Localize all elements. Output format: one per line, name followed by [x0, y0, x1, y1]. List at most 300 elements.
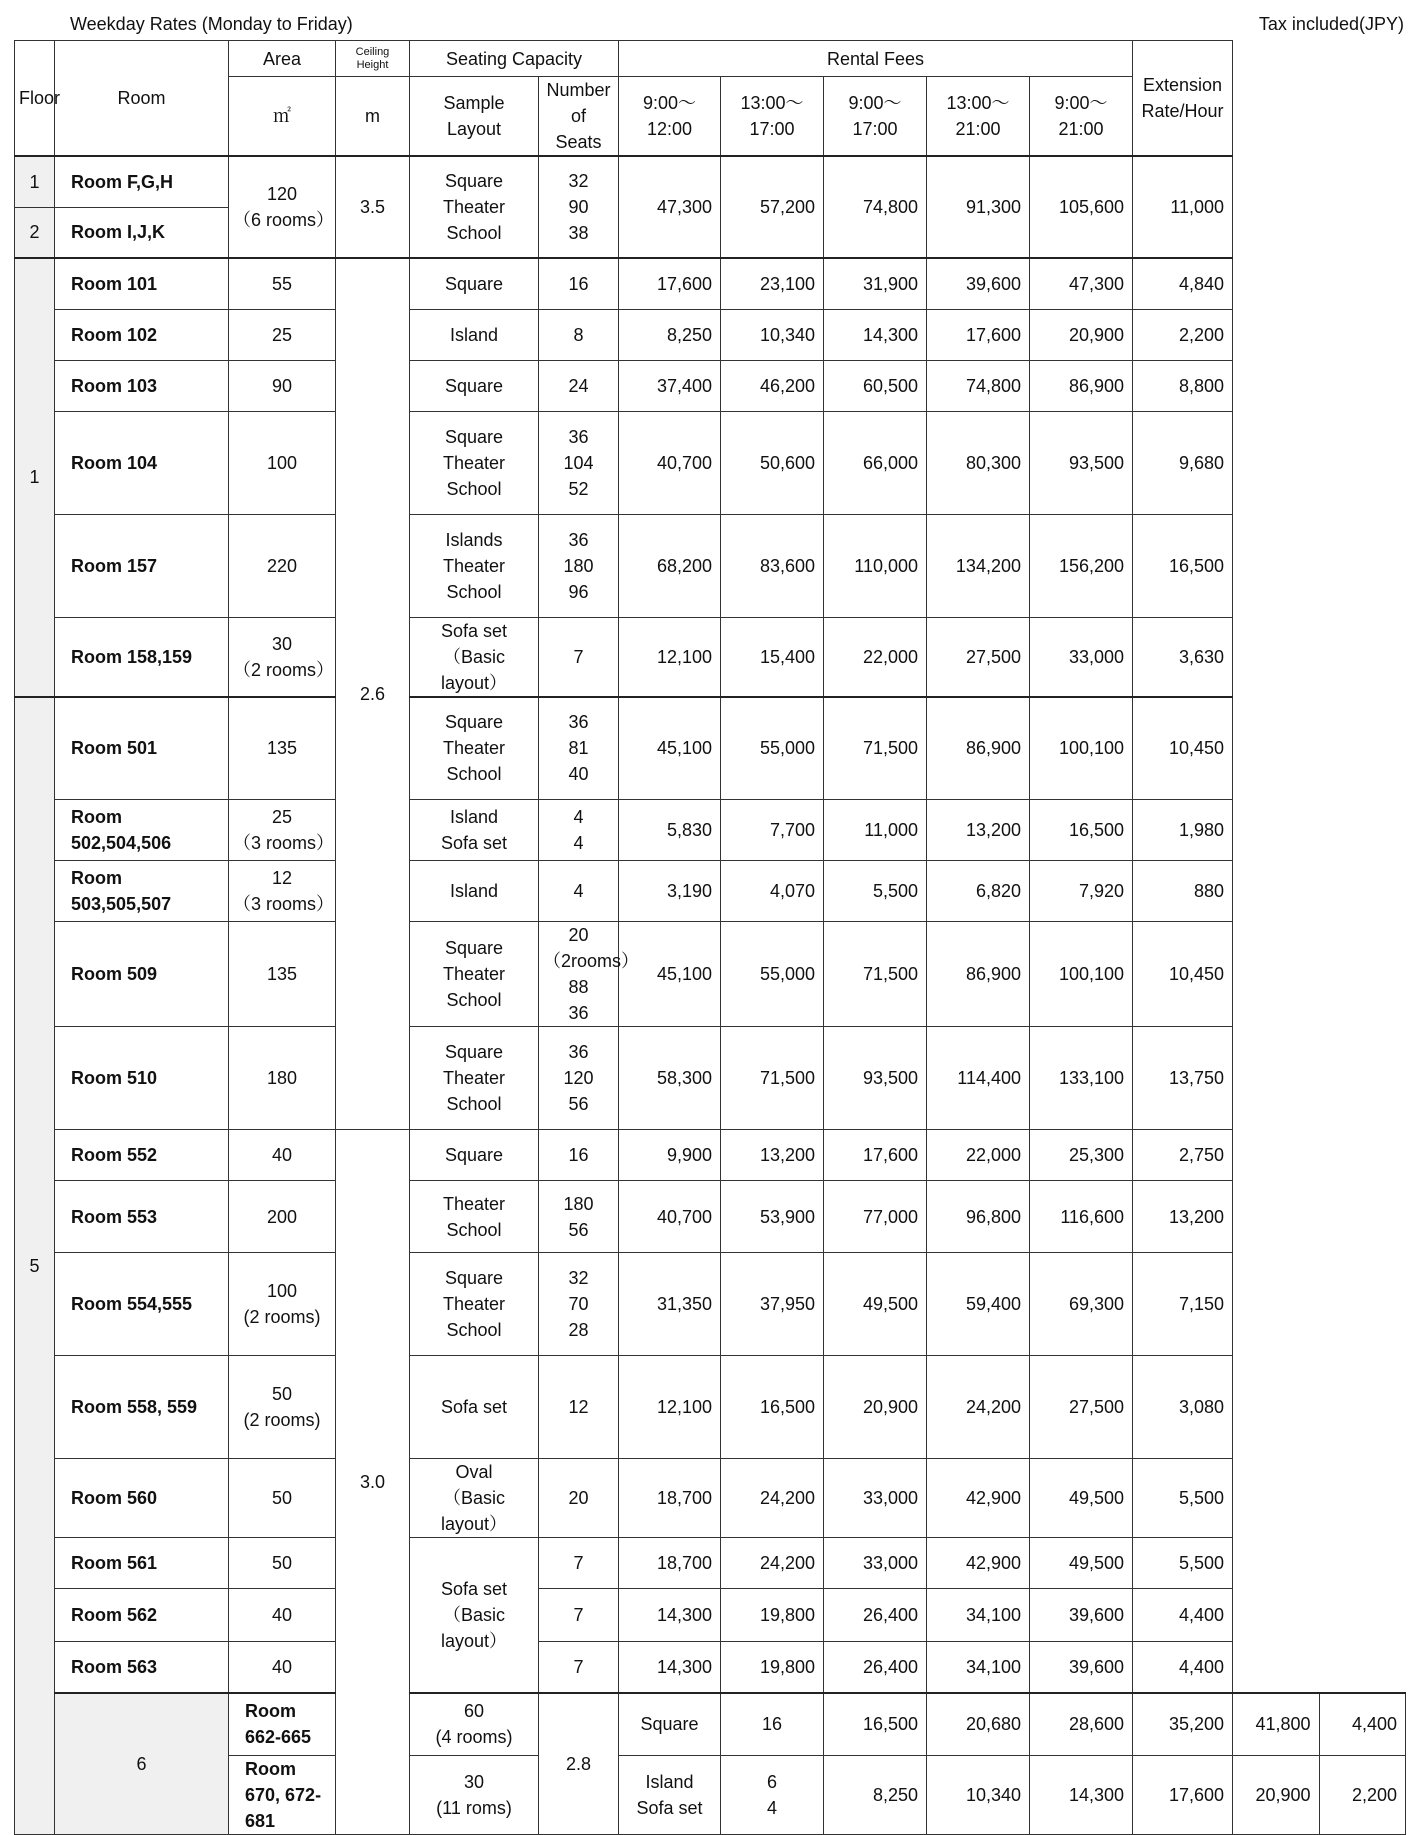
- fee-cell: 6,820: [927, 861, 1030, 922]
- seats-line: 180: [563, 1193, 594, 1214]
- seats-line: 88: [568, 977, 589, 997]
- table-row: [15, 1589, 1406, 1642]
- extension-cell: 13,200: [1133, 1181, 1233, 1253]
- room-name: Room 501: [55, 697, 229, 800]
- table-row: [15, 1459, 1406, 1538]
- fee-cell: 22,000: [824, 617, 927, 697]
- table-row: [15, 1027, 1406, 1130]
- seats-line: 7: [573, 1656, 584, 1677]
- fee-cell: 24,200: [721, 1538, 824, 1589]
- fee-cell: 8,250: [824, 1756, 927, 1835]
- fee-cell: 74,800: [824, 156, 927, 258]
- slot-header-5: 9:00～21:00: [1030, 77, 1133, 157]
- layout-line: （Basic layout）: [440, 1488, 508, 1534]
- seats-cell: [539, 1130, 619, 1181]
- fee-cell: 86,900: [1030, 360, 1133, 411]
- layout-cell: [410, 861, 539, 922]
- table-row: [15, 514, 1406, 617]
- table-row: [15, 1538, 1406, 1589]
- layout-line: Square: [444, 712, 504, 733]
- fee-cell: 69,300: [1030, 1253, 1133, 1356]
- area-line: 30: [271, 633, 293, 654]
- area-line: 40: [271, 1656, 293, 1677]
- seats-line: 8: [573, 324, 584, 345]
- room-name: Room 553: [55, 1181, 229, 1253]
- area-line: 55: [271, 273, 293, 294]
- room-name: Room 554,555: [55, 1253, 229, 1356]
- table-row: [15, 922, 1406, 1027]
- layout-cell: [410, 360, 539, 411]
- layout-line: Square: [444, 938, 504, 958]
- fee-cell: 71,500: [824, 922, 927, 1027]
- room-name: Room I,J,K: [55, 207, 229, 258]
- area-header: Area: [229, 41, 336, 77]
- fee-cell: 4,070: [721, 861, 824, 922]
- seats-cell: [539, 258, 619, 309]
- area-cell: [229, 1589, 336, 1642]
- area-line: 12: [271, 868, 293, 888]
- seats-cell: [539, 514, 619, 617]
- area-cell: [229, 1642, 336, 1693]
- fee-cell: 50,600: [721, 411, 824, 514]
- fee-cell: 14,300: [1030, 1756, 1133, 1835]
- seats-line: 36: [568, 529, 589, 550]
- fee-cell: 37,400: [619, 360, 721, 411]
- layout-cell: [619, 1756, 721, 1835]
- seats-line: 28: [568, 1320, 589, 1340]
- layout-line: Square: [444, 171, 504, 191]
- seats-line: 36: [568, 1042, 589, 1062]
- seats-cell: [539, 1181, 619, 1253]
- fee-cell: 47,300: [619, 156, 721, 258]
- seats-line: 16: [568, 1145, 589, 1165]
- layout-line: Island: [449, 324, 499, 345]
- seats-cell: [721, 1693, 824, 1756]
- extension-cell: 3,080: [1133, 1356, 1233, 1459]
- seats-line: 16: [761, 1714, 783, 1735]
- fee-cell: 49,500: [1030, 1459, 1133, 1538]
- table-row: [15, 1130, 1406, 1181]
- layout-cell: [410, 1181, 539, 1253]
- extension-cell: 4,400: [1319, 1693, 1405, 1756]
- fee-cell: 60,500: [824, 360, 927, 411]
- fee-cell: 28,600: [1030, 1693, 1133, 1756]
- seats-line: 36: [568, 712, 589, 733]
- area-line: （3 rooms）: [233, 833, 335, 853]
- fee-cell: 55,000: [721, 922, 824, 1027]
- layout-cell: [410, 156, 539, 258]
- fee-cell: 20,680: [927, 1693, 1030, 1756]
- seats-cell: [539, 800, 619, 861]
- fee-cell: 39,600: [927, 258, 1030, 309]
- layout-line: Islands: [445, 529, 503, 550]
- layout-line: School: [446, 764, 502, 785]
- layout-cell: [410, 411, 539, 514]
- layout-cell: [619, 1693, 721, 1756]
- area-cell: [410, 1693, 539, 1756]
- layout-line: Island: [449, 807, 499, 827]
- fee-cell: 39,600: [1030, 1642, 1133, 1693]
- room-name: Room 561: [55, 1538, 229, 1589]
- table-row: [15, 617, 1406, 697]
- area-line: 100: [266, 452, 298, 473]
- area-line: 180: [266, 1068, 298, 1088]
- seats-cell: [539, 1538, 619, 1589]
- layout-cell: [410, 922, 539, 1027]
- room-name: Room 558, 559: [55, 1356, 229, 1459]
- area-line: (4 rooms): [435, 1727, 513, 1748]
- layout-cell: [410, 1459, 539, 1538]
- fee-cell: 71,500: [721, 1027, 824, 1130]
- ceiling-header-line1: Ceiling: [355, 45, 390, 58]
- fee-cell: 71,500: [824, 697, 927, 800]
- table-row: [15, 1356, 1406, 1459]
- fee-cell: 46,200: [721, 360, 824, 411]
- extension-cell: 4,400: [1133, 1642, 1233, 1693]
- seats-line: 36: [568, 426, 589, 447]
- seats-cell: [539, 922, 640, 1027]
- seats-line: 7: [573, 646, 584, 667]
- extension-header-line2: Rate/Hour: [1141, 101, 1224, 121]
- area-line: (11 roms): [436, 1798, 512, 1818]
- fee-cell: 15,400: [721, 617, 824, 697]
- fee-cell: 133,100: [1030, 1027, 1133, 1130]
- layout-cell: [410, 1253, 539, 1356]
- fee-cell: 24,200: [927, 1356, 1030, 1459]
- area-cell: [229, 411, 336, 514]
- fee-cell: 5,500: [824, 861, 927, 922]
- room-name: Room 158,159: [55, 617, 229, 697]
- layout-line: School: [446, 581, 502, 602]
- layout-line: Square: [444, 1145, 504, 1165]
- extension-cell: 7,150: [1133, 1253, 1233, 1356]
- layout-line: （Basic layout）: [440, 1604, 508, 1651]
- fee-cell: 68,200: [619, 514, 721, 617]
- seats-line: 56: [568, 1219, 589, 1240]
- fee-cell: 77,000: [824, 1181, 927, 1253]
- fee-cell: 100,100: [1030, 697, 1133, 800]
- slot-header-4: 13:00～21:00: [927, 77, 1030, 157]
- fee-cell: 37,950: [721, 1253, 824, 1356]
- fee-cell: 100,100: [1030, 922, 1133, 1027]
- fee-cell: 7,700: [721, 800, 824, 861]
- table-row: [15, 360, 1406, 411]
- fee-cell: 49,500: [1030, 1538, 1133, 1589]
- area-line: 50: [271, 1488, 293, 1508]
- area-cell: [229, 1027, 336, 1130]
- area-cell: [229, 258, 336, 309]
- extension-cell: 11,000: [1133, 156, 1233, 258]
- layout-cell: [410, 1356, 539, 1459]
- extension-cell: 880: [1133, 861, 1233, 922]
- rental-rates-table: [14, 40, 1406, 1835]
- layout-line: Sofa set: [440, 620, 508, 641]
- fee-cell: 17,600: [1133, 1756, 1233, 1835]
- area-unit: ㎡: [229, 77, 336, 157]
- seats-line: 12: [568, 1397, 589, 1417]
- fee-cell: 7,920: [1030, 861, 1133, 922]
- seats-line: 32: [568, 171, 589, 191]
- fee-cell: 24,200: [721, 1459, 824, 1538]
- room-name: Room F,G,H: [55, 156, 229, 207]
- fee-cell: 26,400: [824, 1589, 927, 1642]
- fee-cell: 41,800: [1233, 1693, 1319, 1756]
- extension-cell: 10,450: [1133, 922, 1233, 1027]
- fee-cell: 116,600: [1030, 1181, 1133, 1253]
- seats-line: 36: [568, 1003, 589, 1023]
- seats-line: 96: [568, 581, 589, 602]
- room-name: Room 101: [55, 258, 229, 309]
- seats-line: 20: [568, 925, 589, 945]
- table-row: [15, 800, 1406, 861]
- room-name: Room 157: [55, 514, 229, 617]
- ceiling-cell: 3.5: [336, 156, 410, 258]
- fee-cell: 53,900: [721, 1181, 824, 1253]
- seats-header: [539, 77, 619, 157]
- layout-line: Square: [444, 1042, 504, 1062]
- seats-line: 16: [568, 273, 589, 294]
- fee-cell: 49,500: [824, 1253, 927, 1356]
- room-name: Room 502,504,506: [55, 800, 229, 861]
- area-line: （6 rooms）: [233, 210, 335, 230]
- fee-cell: 27,500: [927, 617, 1030, 697]
- layout-line: School: [446, 478, 502, 499]
- fee-cell: 5,830: [619, 800, 721, 861]
- tax-note: Tax included(JPY): [1258, 14, 1404, 34]
- fee-cell: 25,300: [1030, 1130, 1133, 1181]
- extension-header-line1: Extension: [1143, 75, 1223, 95]
- layout-line: Theater: [442, 452, 506, 473]
- room-name: Room 509: [55, 922, 229, 1027]
- fee-cell: 35,200: [1133, 1693, 1233, 1756]
- layout-line: Theater: [442, 964, 506, 984]
- area-cell: [229, 1181, 336, 1253]
- seats-cell: [539, 1459, 619, 1538]
- area-cell: [229, 697, 336, 800]
- table-row: [15, 697, 1406, 800]
- fee-cell: 39,600: [1030, 1589, 1133, 1642]
- slot-header-3: 9:00～17:00: [824, 77, 927, 157]
- area-cell: [229, 617, 336, 697]
- ceiling-cell: 2.6: [336, 258, 410, 1130]
- layout-line: Island: [449, 881, 499, 901]
- seats-cell: [539, 1642, 619, 1693]
- fee-cell: 45,100: [619, 922, 721, 1027]
- seats-line: 4: [573, 833, 584, 853]
- seats-line: 4: [573, 881, 584, 901]
- slot-header-1: 9:00～12:00: [619, 77, 721, 157]
- rental-fees-header: Rental Fees: [619, 41, 1133, 77]
- area-cell: [229, 1130, 336, 1181]
- floor-cell: 1: [15, 258, 55, 697]
- fee-cell: 55,000: [721, 697, 824, 800]
- extension-cell: 5,500: [1133, 1459, 1233, 1538]
- extension-cell: 4,840: [1133, 258, 1233, 309]
- fee-cell: 12,100: [619, 1356, 721, 1459]
- fee-cell: 13,200: [927, 800, 1030, 861]
- fee-cell: 40,700: [619, 411, 721, 514]
- seats-cell: [539, 1589, 619, 1642]
- seats-line: 180: [563, 555, 594, 576]
- extension-cell: 16,500: [1133, 514, 1233, 617]
- table-row: [15, 156, 1406, 207]
- table-row: [15, 861, 1406, 922]
- area-line: 100: [266, 1281, 298, 1301]
- seats-line: 7: [573, 1553, 584, 1573]
- layout-header: [410, 77, 539, 157]
- area-line: （2 rooms）: [233, 659, 335, 680]
- extension-cell: 4,400: [1133, 1589, 1233, 1642]
- fee-cell: 26,400: [824, 1642, 927, 1693]
- layout-line: Theater: [442, 738, 506, 759]
- seats-line: 70: [568, 1294, 589, 1314]
- seats-cell: [539, 156, 619, 258]
- area-line: 25: [271, 807, 293, 827]
- fee-cell: 40,700: [619, 1181, 721, 1253]
- table-row: [15, 1693, 1406, 1756]
- fee-cell: 20,900: [1030, 309, 1133, 360]
- seats-cell: [539, 1356, 619, 1459]
- seats-cell: [721, 1756, 824, 1835]
- table-row: [15, 1642, 1406, 1693]
- ceiling-cell: 2.8: [539, 1693, 619, 1835]
- seats-line: 52: [568, 478, 589, 499]
- area-line: 50: [271, 1384, 293, 1404]
- fee-cell: 57,200: [721, 156, 824, 258]
- fee-cell: 42,900: [927, 1538, 1030, 1589]
- table-row: [15, 411, 1406, 514]
- layout-line: （Basic layout）: [440, 646, 508, 693]
- fee-cell: 14,300: [619, 1642, 721, 1693]
- floor-cell: 5: [15, 697, 55, 1835]
- fee-cell: 11,000: [824, 800, 927, 861]
- fee-cell: 19,800: [721, 1589, 824, 1642]
- layout-line: Sofa set: [440, 833, 508, 853]
- table-caption: Weekday Rates (Monday to Friday): [70, 14, 353, 34]
- area-line: 220: [266, 555, 298, 576]
- fee-cell: 96,800: [927, 1181, 1030, 1253]
- layout-cell: [410, 800, 539, 861]
- layout-header-line2: Layout: [446, 119, 502, 139]
- fee-cell: 134,200: [927, 514, 1030, 617]
- seats-line: 32: [568, 1268, 589, 1288]
- area-cell: [229, 514, 336, 617]
- fee-cell: 8,250: [619, 309, 721, 360]
- area-line: 135: [266, 964, 298, 984]
- area-line: 60: [463, 1701, 485, 1722]
- seats-line: （2rooms）: [543, 951, 640, 971]
- layout-cell: [410, 309, 539, 360]
- seats-line: 24: [568, 375, 589, 396]
- layout-line: School: [446, 1320, 502, 1340]
- header-row-1: [15, 41, 1406, 77]
- layout-cell: [410, 514, 539, 617]
- area-line: 40: [271, 1605, 293, 1625]
- fee-cell: 114,400: [927, 1027, 1030, 1130]
- fee-cell: 93,500: [824, 1027, 927, 1130]
- fee-cell: 19,800: [721, 1642, 824, 1693]
- extension-cell: 10,450: [1133, 697, 1233, 800]
- table-row: [15, 1181, 1406, 1253]
- layout-line: School: [446, 1094, 502, 1114]
- seats-cell: [539, 309, 619, 360]
- layout-line: Theater: [442, 1294, 506, 1314]
- room-header: Room: [55, 41, 229, 157]
- seats-line: 40: [568, 764, 589, 785]
- fee-cell: 74,800: [927, 360, 1030, 411]
- seats-line: 104: [563, 452, 594, 473]
- fee-cell: 33,000: [824, 1459, 927, 1538]
- room-name: Room 662-665: [229, 1693, 336, 1756]
- extension-cell: 9,680: [1133, 411, 1233, 514]
- area-line: 50: [271, 1553, 293, 1573]
- layout-line: Square: [444, 375, 504, 396]
- layout-cell: [410, 258, 539, 309]
- layout-line: Island: [645, 1772, 694, 1792]
- fee-cell: 47,300: [1030, 258, 1133, 309]
- fee-cell: 91,300: [927, 156, 1030, 258]
- fee-cell: 33,000: [1030, 617, 1133, 697]
- area-line: 30: [463, 1772, 485, 1792]
- layout-line: Theater: [442, 1193, 506, 1214]
- room-name: Room 670, 672-681: [229, 1756, 336, 1835]
- area-cell: [229, 1253, 336, 1356]
- seats-header-line1: Number of: [546, 80, 611, 126]
- seats-cell: [539, 697, 619, 800]
- area-cell: [229, 922, 336, 1027]
- extension-cell: 2,200: [1133, 309, 1233, 360]
- room-name: Room 560: [55, 1459, 229, 1538]
- area-cell: [229, 861, 336, 922]
- floor-cell: 2: [15, 207, 55, 258]
- fee-cell: 31,350: [619, 1253, 721, 1356]
- layout-line: Theater: [442, 555, 506, 576]
- fee-cell: 16,500: [1030, 800, 1133, 861]
- fee-cell: 27,500: [1030, 1356, 1133, 1459]
- fee-cell: 22,000: [927, 1130, 1030, 1181]
- area-line: (2 rooms): [243, 1307, 321, 1327]
- fee-cell: 18,700: [619, 1538, 721, 1589]
- layout-header-line1: Sample: [443, 93, 505, 113]
- area-cell: [410, 1756, 539, 1835]
- fee-cell: 13,200: [721, 1130, 824, 1181]
- layout-line: Theater: [442, 197, 506, 217]
- ceiling-header-line2: Height: [356, 58, 389, 71]
- seats-line: 81: [568, 738, 589, 759]
- ceiling-unit: m: [336, 77, 410, 157]
- area-line: 200: [266, 1206, 298, 1227]
- fee-cell: 10,340: [721, 309, 824, 360]
- area-line: 25: [271, 324, 293, 345]
- seating-header: Seating Capacity: [410, 41, 619, 77]
- fee-cell: 17,600: [927, 309, 1030, 360]
- area-line: （3 rooms）: [233, 894, 335, 914]
- seats-cell: [539, 861, 619, 922]
- layout-line: Theater: [442, 1068, 506, 1088]
- fee-cell: 34,100: [927, 1589, 1030, 1642]
- extension-cell: 5,500: [1133, 1538, 1233, 1589]
- layout-line: Square: [444, 426, 504, 447]
- area-cell: [229, 1538, 336, 1589]
- ceiling-cell: 3.0: [336, 1130, 410, 1835]
- seats-line: 20: [568, 1488, 589, 1508]
- slot-header-2: 13:00～17:00: [721, 77, 824, 157]
- fee-cell: 3,190: [619, 861, 721, 922]
- fee-cell: 17,600: [619, 258, 721, 309]
- room-name: Room 510: [55, 1027, 229, 1130]
- fee-cell: 12,100: [619, 617, 721, 697]
- fee-cell: 80,300: [927, 411, 1030, 514]
